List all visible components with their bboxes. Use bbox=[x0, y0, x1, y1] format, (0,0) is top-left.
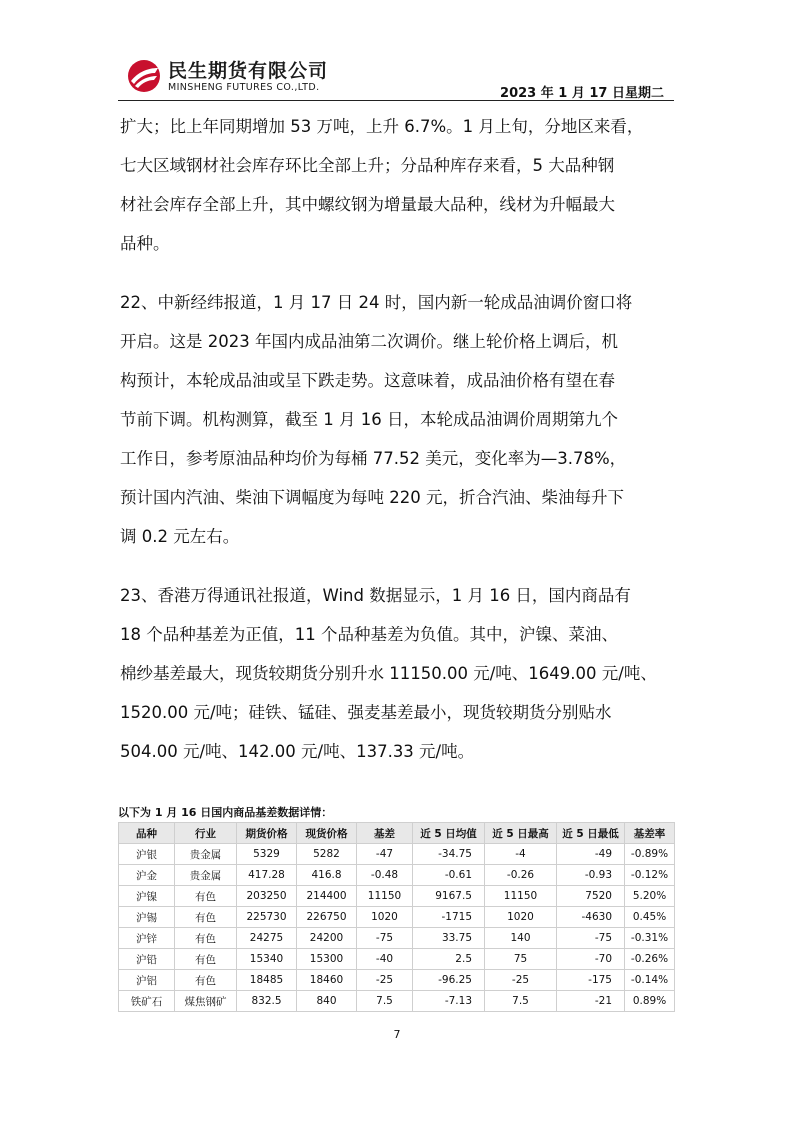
cell-variety: 铁矿石 bbox=[119, 991, 175, 1012]
cell-industry: 有色 bbox=[175, 886, 237, 907]
cell-5d-high: 1020 bbox=[485, 907, 557, 928]
cell-spot-price: 840 bbox=[297, 991, 357, 1012]
cell-basis-rate: 0.89% bbox=[625, 991, 675, 1012]
cell-futures-price: 225730 bbox=[237, 907, 297, 928]
cell-5d-low: -4630 bbox=[557, 907, 625, 928]
cell-industry: 有色 bbox=[175, 949, 237, 970]
cell-variety: 沪铝 bbox=[119, 970, 175, 991]
column-header: 基差率 bbox=[625, 823, 675, 844]
text-line: 504.00 元/吨、142.00 元/吨、137.33 元/吨。 bbox=[120, 742, 475, 761]
column-header: 基差 bbox=[357, 823, 413, 844]
text-line: 18 个品种基差为正值，11 个品种基差为负值。其中，沪镍、菜油、 bbox=[120, 625, 618, 644]
cell-basis-rate: -0.31% bbox=[625, 928, 675, 949]
text-line: 构预计，本轮成品油或呈下跌走势。这意味着，成品油价格有望在春 bbox=[120, 371, 615, 390]
column-header: 近 5 日均值 bbox=[413, 823, 485, 844]
text-line: 扩大；比上年同期增加 53 万吨，上升 6.7%。1 月上旬，分地区来看， bbox=[120, 117, 644, 136]
cell-futures-price: 417.28 bbox=[237, 865, 297, 886]
text-line: 品种。 bbox=[120, 234, 170, 253]
cell-basis: -47 bbox=[357, 844, 413, 865]
cell-spot-price: 5282 bbox=[297, 844, 357, 865]
text-line: 1520.00 元/吨；硅铁、锰硅、强麦基差最小，现货较期货分别贴水 bbox=[120, 703, 612, 722]
cell-spot-price: 18460 bbox=[297, 970, 357, 991]
cell-5d-low: -21 bbox=[557, 991, 625, 1012]
cell-futures-price: 15340 bbox=[237, 949, 297, 970]
cell-5d-high: 11150 bbox=[485, 886, 557, 907]
cell-5d-low: -175 bbox=[557, 970, 625, 991]
cell-spot-price: 226750 bbox=[297, 907, 357, 928]
page-number: 7 bbox=[393, 1028, 401, 1041]
cell-basis: 11150 bbox=[357, 886, 413, 907]
cell-industry: 有色 bbox=[175, 928, 237, 949]
table-caption: 以下为 1 月 16 日国内商品基差数据详情： bbox=[118, 806, 333, 819]
company-name-en: MINSHENG FUTURES CO.,LTD. bbox=[168, 82, 320, 93]
cell-basis-rate: -0.89% bbox=[625, 844, 675, 865]
cell-basis: -0.48 bbox=[357, 865, 413, 886]
table-header-row bbox=[119, 823, 675, 844]
cell-basis: -75 bbox=[357, 928, 413, 949]
cell-5d-high: 140 bbox=[485, 928, 557, 949]
cell-5d-avg: -34.75 bbox=[413, 844, 485, 865]
table-row bbox=[119, 844, 675, 865]
text-line: 23、香港万得通讯社报道，Wind 数据显示，1 月 16 日，国内商品有 bbox=[120, 586, 631, 605]
text-line: 预计国内汽油、柴油下调幅度为每吨 220 元，折合汽油、柴油每升下 bbox=[120, 488, 624, 507]
cell-variety: 沪银 bbox=[119, 844, 175, 865]
cell-industry: 有色 bbox=[175, 907, 237, 928]
basis-data-table bbox=[118, 822, 675, 1012]
cell-5d-low: -75 bbox=[557, 928, 625, 949]
text-line: 调 0.2 元左右。 bbox=[120, 527, 240, 546]
paragraph-fuel-price bbox=[120, 283, 676, 556]
cell-futures-price: 203250 bbox=[237, 886, 297, 907]
cell-basis-rate: 0.45% bbox=[625, 907, 675, 928]
cell-5d-avg: -7.13 bbox=[413, 991, 485, 1012]
cell-futures-price: 832.5 bbox=[237, 991, 297, 1012]
cell-5d-avg: 2.5 bbox=[413, 949, 485, 970]
article-body bbox=[120, 107, 676, 771]
table-row bbox=[119, 991, 675, 1012]
cell-basis: 7.5 bbox=[357, 991, 413, 1012]
cell-futures-price: 18485 bbox=[237, 970, 297, 991]
table-row bbox=[119, 949, 675, 970]
table-row bbox=[119, 865, 675, 886]
table-row bbox=[119, 970, 675, 991]
cell-5d-high: -4 bbox=[485, 844, 557, 865]
cell-5d-avg: -1715 bbox=[413, 907, 485, 928]
text-line: 工作日，参考原油品种均价为每桶 77.52 美元，变化率为—3.78%， bbox=[120, 449, 627, 468]
cell-basis: -25 bbox=[357, 970, 413, 991]
column-header: 现货价格 bbox=[297, 823, 357, 844]
text-line: 节前下调。机构测算，截至 1 月 16 日，本轮成品油调价周期第九个 bbox=[120, 410, 618, 429]
text-line: 材社会库存全部上升，其中螺纹钢为增量最大品种，线材为升幅最大 bbox=[120, 195, 615, 214]
column-header: 近 5 日最低 bbox=[557, 823, 625, 844]
cell-spot-price: 416.8 bbox=[297, 865, 357, 886]
table-row bbox=[119, 907, 675, 928]
table-row bbox=[119, 928, 675, 949]
company-name-cn: 民生期货有限公司 bbox=[168, 60, 329, 82]
cell-industry: 煤焦钢矿 bbox=[175, 991, 237, 1012]
cell-spot-price: 15300 bbox=[297, 949, 357, 970]
cell-basis-rate: -0.12% bbox=[625, 865, 675, 886]
cell-basis: 1020 bbox=[357, 907, 413, 928]
cell-industry: 有色 bbox=[175, 970, 237, 991]
column-header: 期货价格 bbox=[237, 823, 297, 844]
cell-variety: 沪铅 bbox=[119, 949, 175, 970]
text-line: 22、中新经纬报道，1 月 17 日 24 时，国内新一轮成品油调价窗口将 bbox=[120, 293, 633, 312]
cell-5d-low: -49 bbox=[557, 844, 625, 865]
table-row bbox=[119, 886, 675, 907]
text-line: 七大区域钢材社会库存环比全部上升；分品种库存来看，5 大品种钢 bbox=[120, 156, 615, 175]
cell-5d-low: -0.93 bbox=[557, 865, 625, 886]
cell-5d-avg: 33.75 bbox=[413, 928, 485, 949]
cell-basis-rate: 5.20% bbox=[625, 886, 675, 907]
header-divider bbox=[118, 100, 674, 101]
cell-5d-high: 75 bbox=[485, 949, 557, 970]
cell-5d-high: -0.26 bbox=[485, 865, 557, 886]
cell-basis: -40 bbox=[357, 949, 413, 970]
cell-5d-high: 7.5 bbox=[485, 991, 557, 1012]
cell-basis-rate: -0.26% bbox=[625, 949, 675, 970]
cell-variety: 沪镍 bbox=[119, 886, 175, 907]
cell-industry: 贵金属 bbox=[175, 844, 237, 865]
cell-5d-low: 7520 bbox=[557, 886, 625, 907]
cell-futures-price: 24275 bbox=[237, 928, 297, 949]
cell-basis-rate: -0.14% bbox=[625, 970, 675, 991]
cell-5d-avg: -96.25 bbox=[413, 970, 485, 991]
minsheng-logo-icon bbox=[126, 58, 162, 94]
paragraph-steel-inventory bbox=[120, 107, 676, 263]
text-line: 开启。这是 2023 年国内成品油第二次调价。继上轮价格上调后，机 bbox=[120, 332, 618, 351]
column-header: 品种 bbox=[119, 823, 175, 844]
column-header: 近 5 日最高 bbox=[485, 823, 557, 844]
page-header bbox=[118, 52, 674, 100]
cell-5d-low: -70 bbox=[557, 949, 625, 970]
cell-industry: 贵金属 bbox=[175, 865, 237, 886]
column-header: 行业 bbox=[175, 823, 237, 844]
cell-variety: 沪锌 bbox=[119, 928, 175, 949]
cell-variety: 沪金 bbox=[119, 865, 175, 886]
report-date: 2023 年 1 月 17 日星期二 bbox=[500, 86, 664, 101]
cell-spot-price: 24200 bbox=[297, 928, 357, 949]
cell-variety: 沪锡 bbox=[119, 907, 175, 928]
paragraph-commodity-basis bbox=[120, 576, 676, 771]
cell-5d-avg: 9167.5 bbox=[413, 886, 485, 907]
cell-futures-price: 5329 bbox=[237, 844, 297, 865]
cell-5d-high: -25 bbox=[485, 970, 557, 991]
cell-spot-price: 214400 bbox=[297, 886, 357, 907]
text-line: 棉纱基差最大，现货较期货分别升水 11150.00 元/吨、1649.00 元/吨、 bbox=[120, 664, 657, 683]
cell-5d-avg: -0.61 bbox=[413, 865, 485, 886]
